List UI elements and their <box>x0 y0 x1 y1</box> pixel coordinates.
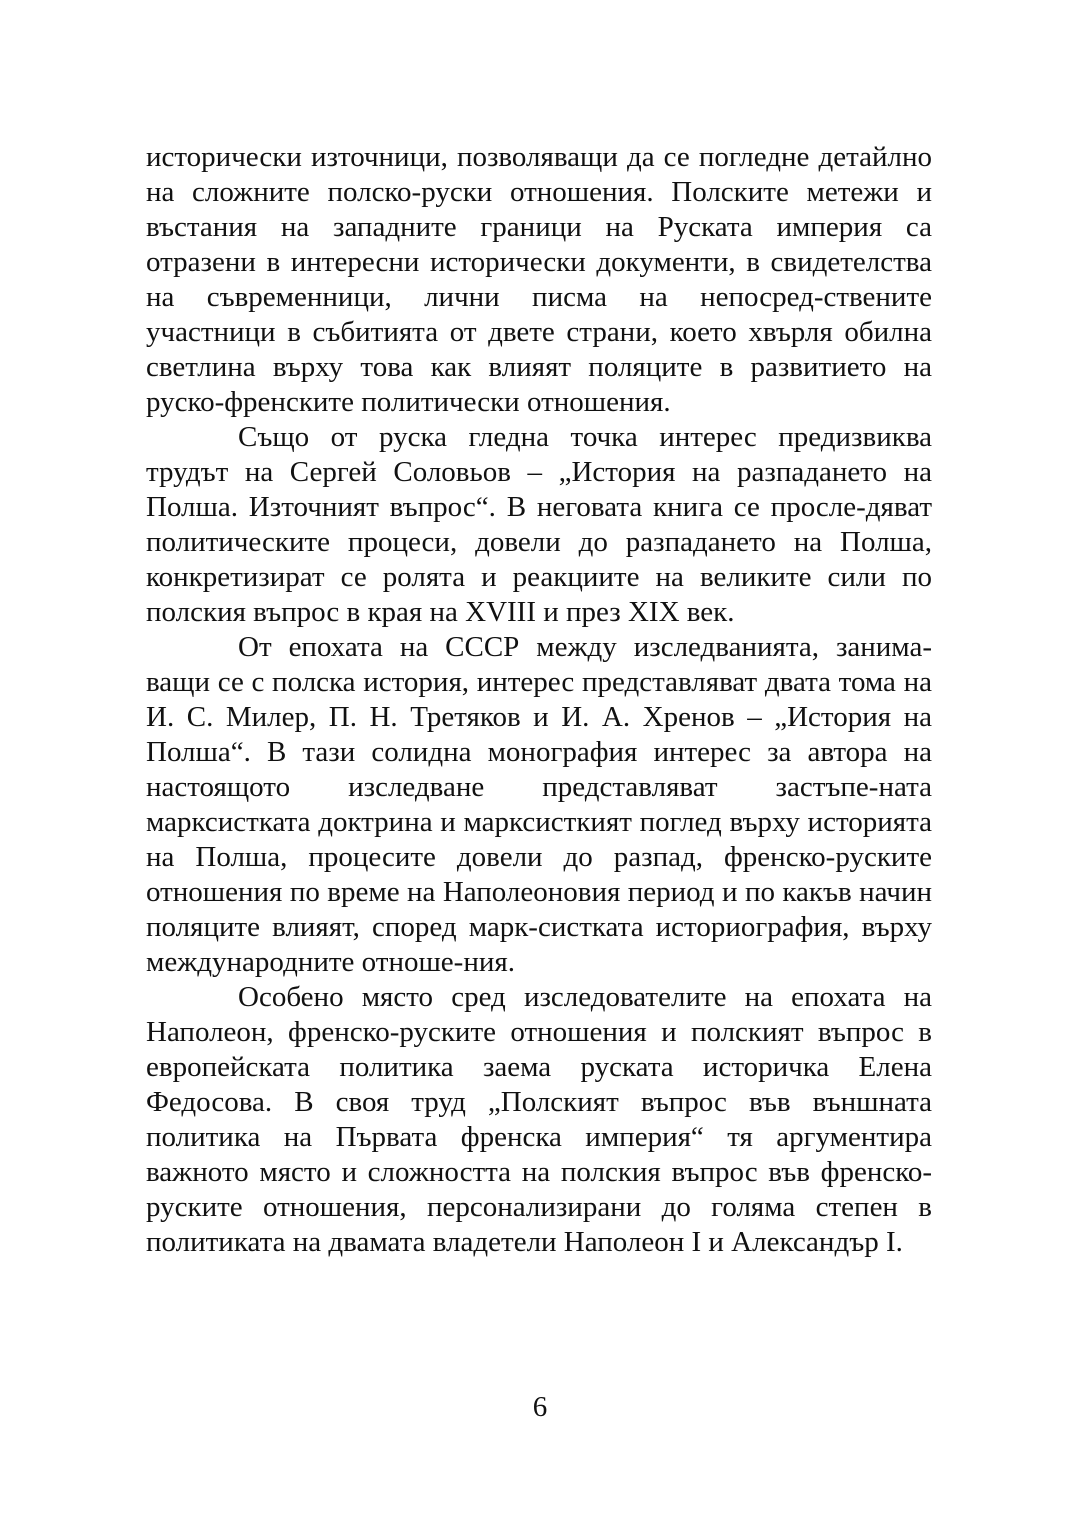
page-number: 6 <box>532 1391 548 1423</box>
body-text <box>146 140 932 1260</box>
paragraph-ussr-era: От епохата на СССР между изследванията, занима-ващи се с полска история, интерес представляват двата тома на И. С. Милер, П. Н. Третяков и И. А. Хренов – „История на Полша“. В тази солидна монография интерес за автора на настоящото изследване представляват застъпе-ната марксистката доктрина и марксисткият поглед върху историята на Полша, процесите довели до разпад, френско-руските отношения по време на Наполеоновия период и по какъв начин поляците влияят, според марк-систката историография, върху международните отноше-ния. <box>146 631 932 978</box>
paragraph-soloviev: Също от руска гледна точка интерес предизвиква трудът на Сергей Соловьов – „История на разпадането на Полша. Източният въпрос“. В неговата книга се просле-дяват политическите процеси, довели до разпадането на Полша, конкретизират се ролята и реакциите на великите сили по полския въпрос в края на XVIII и през XIX век. <box>146 421 932 628</box>
paragraph-fedosova: Особено място сред изследователите на епохата на Наполеон, френско-руските отношения и полският въпрос в европейската политика заема руската историчка Елена Федосова. В своя труд „Полският въпрос във външната политика на Първата френска империя“ тя аргументира важното място и сложността на полския въпрос във френско-руските отношения, персонализирани до голяма степен в политиката на двамата владетели Наполеон I и Александър I. <box>146 981 932 1258</box>
paragraph-continuation: исторически източници, позволяващи да се погледне детайлно на сложните полско-руски отношения. Полските метежи и въстания на западните граници на Руската империя са отразени в интересни исторически документи, в свидетелства на съвременници, лични писма на непосред-ствените участници в събитията от двете страни, което хвърля обилна светлина върху това как влияят поляците в развитието на руско-френските политически отношения. <box>146 141 932 418</box>
